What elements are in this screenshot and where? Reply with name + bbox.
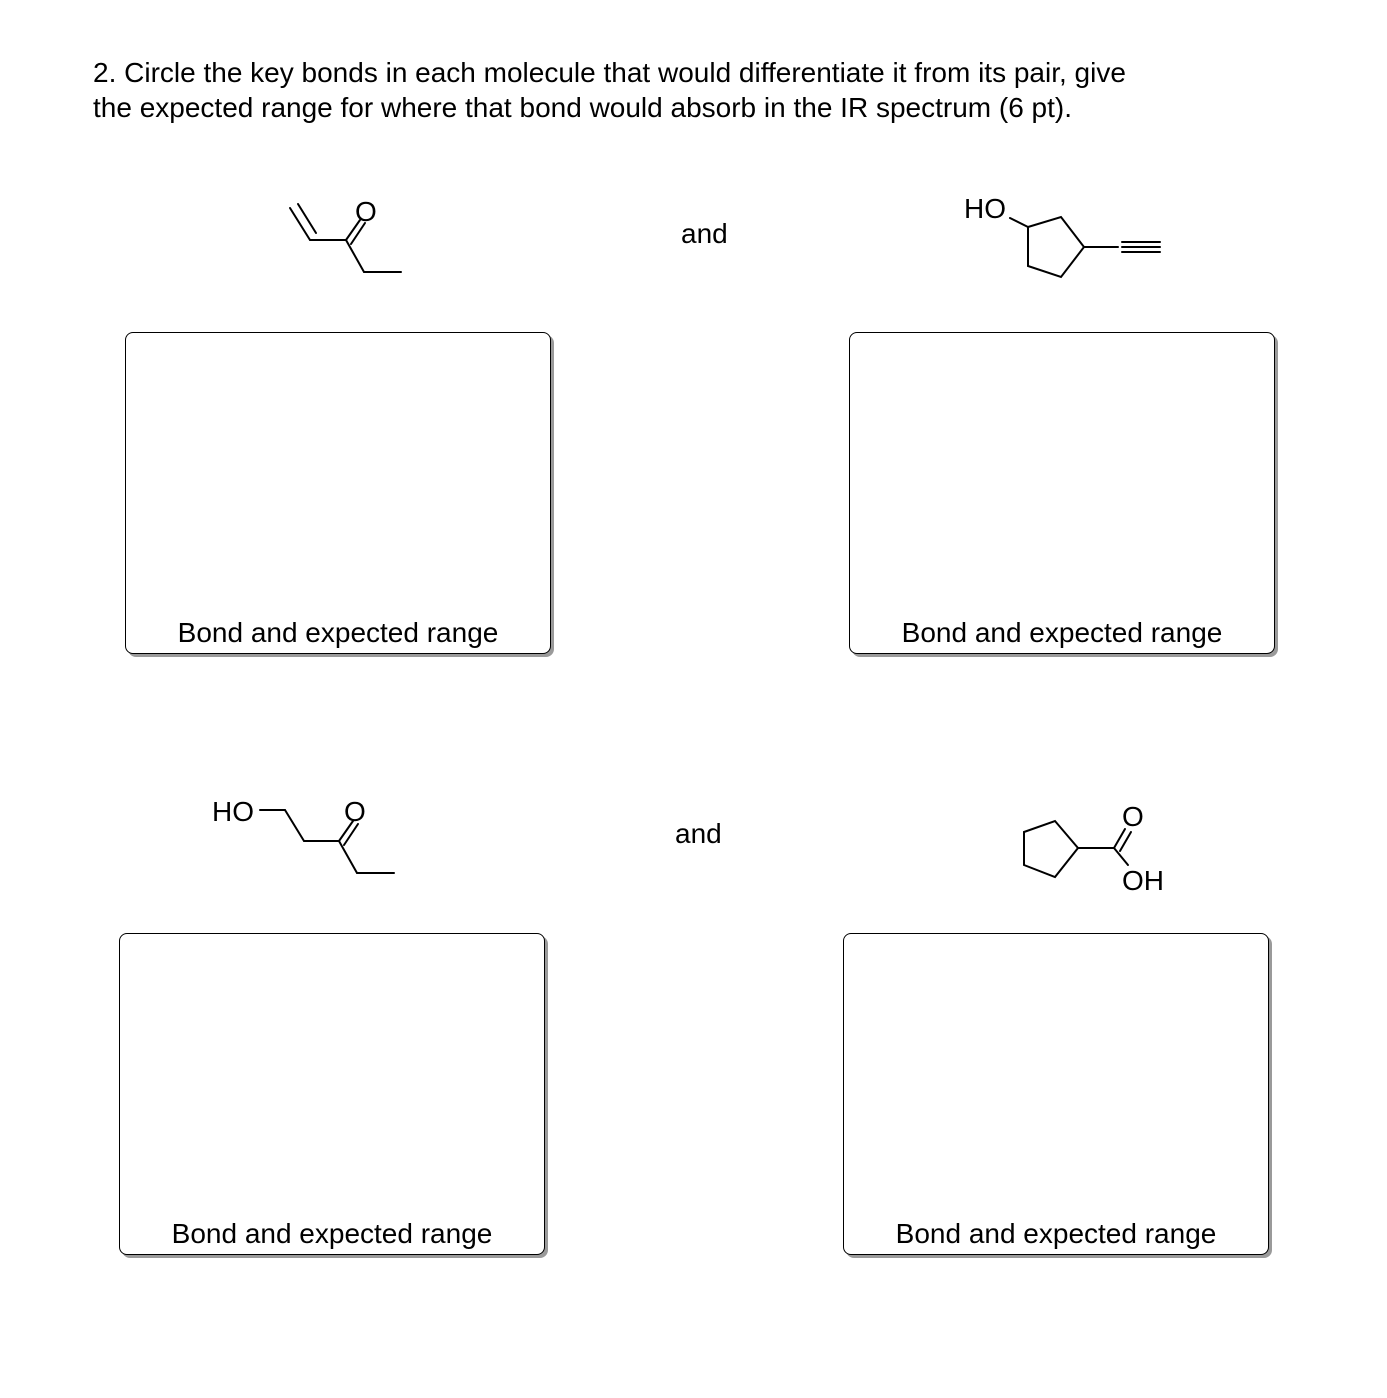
oxygen-label: O [355,196,377,227]
box-caption: Bond and expected range [177,617,499,648]
hydroxyl-label: OH [1122,865,1164,896]
and-connector-2: and [675,818,722,849]
box-caption: Bond and expected range [895,1218,1217,1249]
molecule-ethynylcyclopentanol [960,190,1170,290]
question-text [93,55,1293,125]
box-caption: Bond and expected range [901,617,1223,648]
box-caption: Bond and expected range [171,1218,493,1249]
hydroxyl-label: HO [212,796,254,827]
question-line-2: the expected range for where that bond would absorb in the IR spectrum (6 pt). [93,92,1073,123]
oxygen-label: O [344,796,366,827]
and-connector-1: and [681,218,728,249]
molecule-cyclopentanecarboxylic-acid [1010,795,1180,905]
question-line-1: 2. Circle the key bonds in each molecule that would differentiate it from its pair, give [93,57,1126,88]
answer-box-1-left[interactable] [125,332,551,654]
answer-box-1-right[interactable] [849,332,1275,654]
answer-box-2-left[interactable] [119,933,545,1255]
answer-box-2-right[interactable] [843,933,1269,1255]
hydroxyl-label: HO [964,193,1006,224]
molecule-pentenone [280,190,420,290]
molecule-hydroxypentanone [210,790,410,890]
carbonyl-oxygen-label: O [1122,801,1144,832]
